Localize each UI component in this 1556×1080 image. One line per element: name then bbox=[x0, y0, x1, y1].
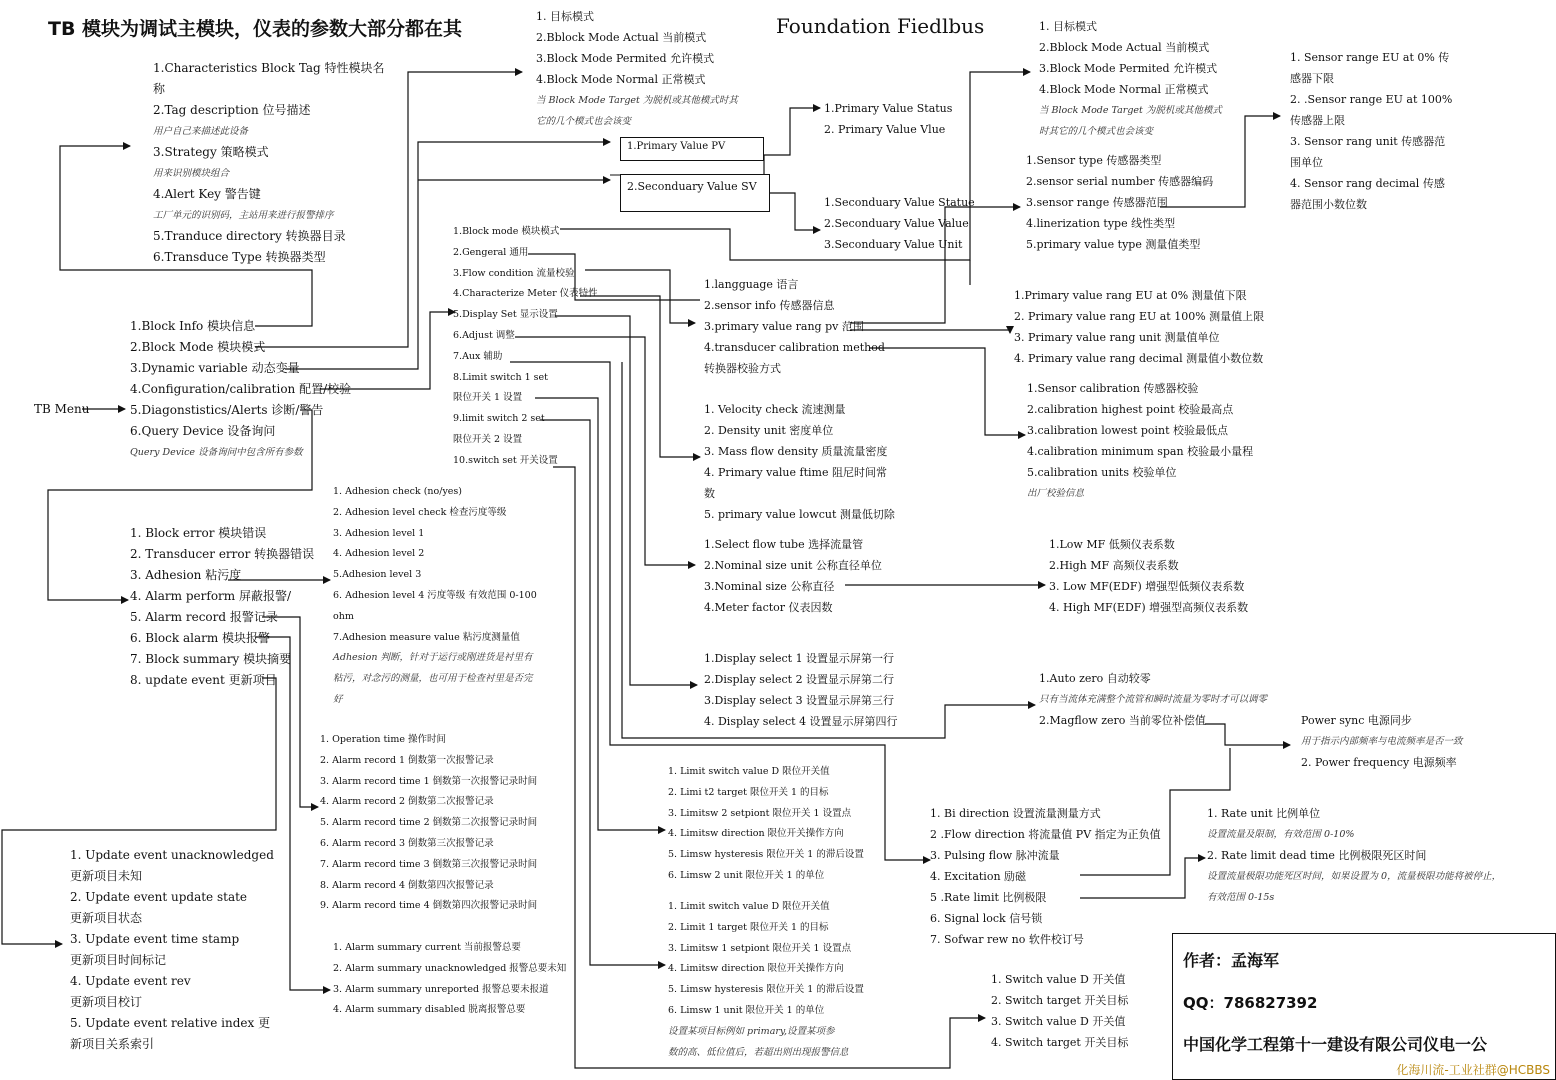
calibration-list bbox=[1027, 378, 1253, 504]
sv-items-line: 2.Seconduary Value Value bbox=[824, 217, 969, 230]
characteristics-line: 2.Tag description 位号描述 bbox=[153, 103, 311, 117]
author-name: 作者：孟海军 bbox=[1183, 951, 1280, 970]
block-mode-right-line: 3.Block Mode Permited 允许模式 bbox=[1039, 62, 1218, 75]
diagnostics-line: 7. Block summary 模块摘要 bbox=[130, 652, 292, 666]
aux-line: 2 .Flow direction 将流量值 PV 指定为正负值 bbox=[930, 828, 1161, 841]
mf-line: 1.Low MF 低频仪表系数 bbox=[1049, 538, 1175, 551]
mf-line: 2.High MF 高频仪表系数 bbox=[1049, 559, 1179, 572]
calibration-line: 3.calibration lowest point 校验最低点 bbox=[1027, 424, 1229, 437]
mf-line: 4. High MF(EDF) 增强型高频仪表系数 bbox=[1049, 601, 1249, 614]
adjust-line: 2.Magflow zero 当前零位补偿值 bbox=[1039, 714, 1206, 727]
rate-line: 设置流量极限功能死区时间，如果设置为 0，流量极限功能将被停止， bbox=[1207, 871, 1502, 882]
block-mode-top-line: 2.Bblock Mode Actual 当前模式 bbox=[536, 31, 707, 44]
wire-cfg-flowcond bbox=[585, 270, 695, 323]
alarm-summary-line: 3. Alarm summary unreported 报警总要未报道 bbox=[333, 983, 549, 995]
update-event-line: 2. Update event update state bbox=[70, 890, 248, 904]
pv-box: 1.Primary Value PV bbox=[620, 137, 764, 161]
display-list bbox=[704, 648, 898, 732]
switch-list bbox=[991, 969, 1128, 1053]
block-mode-right-line: 当 Block Mode Target 为脱机或其他模式 bbox=[1039, 105, 1222, 116]
characterize-line: 1.Select flow tube 选择流量管 bbox=[704, 538, 864, 551]
characteristics-line: 5.Tranduce directory 转换器目录 bbox=[153, 229, 346, 243]
alarm-record-line: 6. Alarm record 3 倒数第三次报警记录 bbox=[320, 837, 494, 849]
config-line: 5.Display Set 显示设置 bbox=[453, 309, 558, 321]
alarm-summary-line: 1. Alarm summary current 当前报警总要 bbox=[333, 942, 521, 953]
aux-line: 3. Pulsing flow 脉冲流量 bbox=[930, 849, 1060, 862]
pv-range-line: 3. Primary value rang unit 测量值单位 bbox=[1014, 331, 1220, 344]
adhesion-line: 6. Adhesion level 4 污度等级 有效范围 0-100 bbox=[333, 589, 537, 601]
switch-line: 3. Switch value D 开关值 bbox=[991, 1015, 1126, 1028]
adhesion-list bbox=[333, 482, 537, 711]
characterize-list bbox=[704, 534, 882, 618]
adhesion-line: 好 bbox=[333, 693, 343, 705]
config-line: 2.Gengeral 通用 bbox=[453, 246, 529, 258]
block-mode-top-line: 它的几个模式也会该变 bbox=[536, 116, 632, 127]
pv-range-line: 4. Primary value rang decimal 测量值小数位数 bbox=[1014, 352, 1264, 365]
config-line: 限位开关 2 设置 bbox=[453, 433, 523, 445]
pv-items-list bbox=[824, 98, 952, 140]
block-mode-right-line: 4.Block Mode Normal 正常模式 bbox=[1039, 83, 1209, 96]
mf-line: 3. Low MF(EDF) 增强型低频仪表系数 bbox=[1049, 580, 1245, 593]
adhesion-line: 4. Adhesion level 2 bbox=[333, 548, 425, 560]
characteristics-line: 用户自己来描述此设备 bbox=[153, 126, 249, 137]
limit2-line: 2. Limi t2 target 限位开关 1 的目标 bbox=[668, 786, 829, 798]
rate-line: 有效范围 0-15s bbox=[1207, 892, 1275, 903]
rate-line: 设置流量及限制，有效范围 0-10% bbox=[1207, 829, 1355, 840]
characteristics-line: 称 bbox=[153, 82, 166, 96]
characteristics-line: 用来识别模块组合 bbox=[153, 168, 230, 179]
characteristics-line: 4.Alert Key 警告键 bbox=[153, 187, 261, 201]
update-event-line: 3. Update event time stamp bbox=[70, 932, 240, 946]
pv-items-line: 1.Primary Value Status bbox=[824, 102, 953, 115]
limit1-line: 5. Limsw hysteresis 限位开关 1 的滞后设置 bbox=[668, 984, 864, 996]
config-line: 7.Aux 辅助 bbox=[453, 350, 503, 362]
limit2-line: 4. Limitsw direction 限位开关操作方向 bbox=[668, 828, 844, 840]
calibration-line: 1.Sensor calibration 传感器校验 bbox=[1027, 382, 1199, 395]
adhesion-line: 5.Adhesion level 3 bbox=[333, 569, 422, 581]
general-line: 3.primary value rang pv 范围 bbox=[704, 320, 864, 333]
sensor-range-line: 4. Sensor rang decimal 传感 bbox=[1290, 177, 1445, 190]
update-event-line: 更新项目未知 bbox=[70, 869, 143, 883]
diagnostics-line: 8. update event 更新项目 bbox=[130, 673, 277, 687]
alarm-record-line: 4. Alarm record 2 倒数第二次报警记录 bbox=[320, 796, 494, 808]
limit1-line: 2. Limit 1 target 限位开关 1 的目标 bbox=[668, 921, 829, 933]
limit2-line: 6. Limsw 2 unit 限位开关 1 的单位 bbox=[668, 869, 825, 881]
alarm-record-line: 8. Alarm record 4 倒数第四次报警记录 bbox=[320, 879, 494, 891]
pv-range-line: 2. Primary value rang EU at 100% 测量值上限 bbox=[1014, 310, 1265, 323]
flow-condition-line: 数 bbox=[704, 487, 715, 500]
sensor-range-line: 2. .Sensor range EU at 100% bbox=[1290, 93, 1453, 106]
wire-sv bbox=[764, 193, 820, 230]
config-line: 4.Characterize Meter 仪表特性 bbox=[453, 288, 598, 300]
switch-line: 4. Switch target 开关目标 bbox=[991, 1036, 1129, 1049]
characteristics-line: 工厂单元的识别码，主站用来进行报警排序 bbox=[153, 210, 334, 221]
block-mode-right-line: 2.Bblock Mode Actual 当前模式 bbox=[1039, 41, 1210, 54]
update-event-line: 新项目关系索引 bbox=[70, 1037, 155, 1051]
config-list bbox=[453, 222, 598, 472]
characteristics-line: 1.Characteristics Block Tag 特性模块名 bbox=[153, 61, 385, 75]
adjust-line: 1.Auto zero 自动较零 bbox=[1039, 672, 1151, 685]
mf-list bbox=[1049, 534, 1248, 618]
config-line: 限位开关 1 设置 bbox=[453, 392, 523, 404]
general-line: 4.transducer calibration method bbox=[704, 341, 885, 354]
adhesion-line: 1. Adhesion check (no/yes) bbox=[333, 486, 463, 497]
display-line: 4. Display select 4 设置显示屏第四行 bbox=[704, 715, 898, 728]
tb-menu-items-line: 6.Query Device 设备询问 bbox=[130, 424, 276, 438]
sensor-line: 2.sensor serial number 传感器编码 bbox=[1026, 175, 1214, 188]
author-box bbox=[1172, 933, 1556, 1080]
flow-condition-line: 5. primary value lowcut 测量低切除 bbox=[704, 508, 895, 521]
general-line: 转换器校验方式 bbox=[704, 362, 781, 375]
characteristics-list bbox=[153, 58, 385, 268]
block-mode-right-list bbox=[1039, 16, 1222, 142]
rate-line: 2. Rate limit dead time 比例极限死区时间 bbox=[1207, 849, 1427, 862]
diagnostics-line: 4. Alarm perform 屏蔽报警/ bbox=[130, 589, 292, 603]
power-line: Power sync 电源同步 bbox=[1301, 714, 1412, 727]
adjust-list bbox=[1039, 668, 1267, 731]
sv-items-list bbox=[824, 192, 975, 255]
alarm-record-line: 3. Alarm record time 1 倒数第一次报警记录时间 bbox=[320, 775, 538, 787]
config-line: 6.Adjust 调整 bbox=[453, 329, 515, 341]
tb-menu-items-line: 1.Block Info 模块信息 bbox=[130, 319, 256, 333]
adhesion-line: 2. Adhesion level check 检查污度等级 bbox=[333, 506, 507, 518]
sensor-line: 1.Sensor type 传感器类型 bbox=[1026, 154, 1162, 167]
tb-menu-items-line: 4.Configuration/calibration 配置/校验 bbox=[130, 382, 352, 396]
flow-condition-line: 2. Density unit 密度单位 bbox=[704, 424, 834, 437]
config-line: 8.Limit switch 1 set bbox=[453, 371, 548, 383]
block-mode-right-line: 时其它的几个模式也会该变 bbox=[1039, 126, 1154, 137]
general-line: 2.sensor info 传感器信息 bbox=[704, 299, 835, 312]
diagnostics-list bbox=[130, 523, 314, 691]
block-mode-top-line: 4.Block Mode Normal 正常模式 bbox=[536, 73, 706, 86]
protocol-title: Foundation Fiedlbus bbox=[776, 14, 985, 38]
tb-menu-items-line: Query Device 设备询问中包含所有参数 bbox=[130, 447, 303, 458]
diagnostics-line: 3. Adhesion 粘污度 bbox=[130, 568, 242, 582]
limit1-list bbox=[668, 897, 864, 1063]
pv-range-line: 1.Primary value rang EU at 0% 测量值下限 bbox=[1014, 289, 1247, 302]
diagnostics-line: 2. Transducer error 转换器错误 bbox=[130, 547, 315, 561]
tb-menu-items bbox=[130, 316, 351, 463]
update-event-line: 更新项目校订 bbox=[70, 995, 143, 1009]
diagnostics-line: 6. Block alarm 模块报警 bbox=[130, 631, 271, 645]
config-line: 3.Flow condition 流量校验 bbox=[453, 267, 575, 279]
power-list bbox=[1301, 710, 1463, 773]
limit2-line: 1. Limit switch value D 限位开关值 bbox=[668, 766, 830, 777]
update-event-line: 更新项目时间标记 bbox=[70, 953, 167, 967]
rate-list bbox=[1207, 803, 1501, 908]
characterize-line: 3.Nominal size 公称直径 bbox=[704, 580, 835, 593]
alarm-summary-line: 2. Alarm summary unacknowledged 报警总要未知 bbox=[333, 962, 567, 974]
limit1-line: 数的高、低位值后，若超出则出现报警信息 bbox=[668, 1046, 849, 1058]
aux-line: 7. Sofwar rew no 软件校订号 bbox=[930, 933, 1084, 946]
sensor-range-line: 围单位 bbox=[1290, 156, 1323, 169]
sensor-range-line: 传感器上限 bbox=[1290, 114, 1345, 127]
sensor-list bbox=[1026, 150, 1213, 255]
calibration-line: 出厂校验信息 bbox=[1027, 488, 1085, 499]
author-company: 中国化学工程第十一建设有限公司仪电一公 bbox=[1183, 1035, 1488, 1054]
wire-cfg-char bbox=[580, 296, 700, 457]
adhesion-line: 3. Adhesion level 1 bbox=[333, 527, 425, 539]
alarm-record-line: 9. Alarm record time 4 倒数第四次报警记录时间 bbox=[320, 900, 538, 912]
alarm-record-line: 1. Operation time 操作时间 bbox=[320, 734, 447, 745]
block-mode-top-line: 当 Block Mode Target 为脱机或其他模式时其 bbox=[536, 95, 738, 106]
sensor-range-line: 感器下限 bbox=[1290, 72, 1334, 85]
adhesion-line: Adhesion 判断，针对于运行或刚进货是衬里有 bbox=[333, 652, 533, 664]
page-title: TB 模块为调试主模块，仪表的参数大部分都在其 bbox=[48, 18, 463, 40]
limit1-line: 3. Limitsw 1 setpiont 限位开关 1 设置点 bbox=[668, 942, 852, 954]
limit2-list bbox=[668, 762, 864, 887]
diagnostics-line: 1. Block error 模块错误 bbox=[130, 526, 267, 540]
tb-menu-items-line: 2.Block Mode 模块模式 bbox=[130, 340, 266, 354]
sv-items-line: 3.Seconduary Value Unit bbox=[824, 238, 963, 251]
flow-condition-line: 1. Velocity check 流速测量 bbox=[704, 403, 846, 416]
alarm-record-list bbox=[320, 730, 537, 917]
update-event-line: 5. Update event relative index 更 bbox=[70, 1016, 271, 1030]
sv-items-line: 1.Seconduary Value Statue bbox=[824, 196, 975, 209]
aux-line: 6. Signal lock 信号锁 bbox=[930, 912, 1043, 925]
alarm-record-line: 5. Alarm record time 2 倒数第二次报警记录时间 bbox=[320, 817, 538, 829]
config-line: 1.Block mode 模块模式 bbox=[453, 226, 560, 237]
characterize-line: 4.Meter factor 仪表因数 bbox=[704, 601, 833, 614]
pv-range-list bbox=[1014, 285, 1264, 369]
limit1-line: 1. Limit switch value D 限位开关值 bbox=[668, 901, 830, 912]
calibration-line: 2.calibration highest point 校验最高点 bbox=[1027, 403, 1234, 416]
limit1-line: 4. Limitsw direction 限位开关操作方向 bbox=[668, 963, 844, 975]
flow-condition-list bbox=[704, 399, 895, 525]
aux-line: 4. Excitation 励磁 bbox=[930, 870, 1027, 883]
block-mode-top-line: 1. 目标模式 bbox=[536, 10, 594, 23]
sensor-line: 3.sensor range 传感器范围 bbox=[1026, 196, 1168, 209]
rate-line: 1. Rate unit 比例单位 bbox=[1207, 807, 1321, 820]
aux-list bbox=[930, 803, 1161, 950]
watermark: 化海川流-工业社群@HCBBS bbox=[1396, 1063, 1550, 1077]
calibration-line: 5.calibration units 校验单位 bbox=[1027, 466, 1177, 479]
limit1-line: 6. Limsw 1 unit 限位开关 1 的单位 bbox=[668, 1004, 825, 1016]
power-line: 2. Power frequency 电源频率 bbox=[1301, 756, 1457, 769]
block-mode-top-list bbox=[536, 6, 738, 132]
block-mode-top-line: 3.Block Mode Permited 允许模式 bbox=[536, 52, 715, 65]
sensor-line: 5.primary value type 测量值类型 bbox=[1026, 238, 1201, 251]
power-line: 用于指示内部频率与电流频率是否一致 bbox=[1301, 736, 1463, 747]
sensor-range-list bbox=[1290, 47, 1452, 215]
tb-menu-items-line: 5.Diagonstistics/Alerts 诊断/警告 bbox=[130, 403, 324, 417]
alarm-summary-list bbox=[333, 938, 566, 1021]
display-line: 2.Display select 2 设置显示屏第二行 bbox=[704, 673, 895, 686]
characterize-line: 2.Nominal size unit 公称直径单位 bbox=[704, 559, 882, 572]
sv-box: 2.Seconduary Value SV bbox=[620, 174, 770, 212]
aux-line: 1. Bi direction 设置流量测量方式 bbox=[930, 807, 1101, 820]
author-qq: QQ：786827392 bbox=[1183, 994, 1318, 1012]
config-line: 9.limit switch 2 set bbox=[453, 413, 545, 425]
calibration-line: 4.calibration minimum span 校验最小量程 bbox=[1027, 445, 1254, 458]
update-event-line: 1. Update event unacknowledged bbox=[70, 848, 274, 862]
sensor-range-line: 3. Sensor rang unit 传感器范 bbox=[1290, 135, 1446, 148]
adjust-line: 只有当流体充满整个流管和瞬时流量为零时才可以调零 bbox=[1039, 694, 1268, 705]
display-line: 1.Display select 1 设置显示屏第一行 bbox=[704, 652, 895, 665]
sensor-range-line: 1. Sensor range EU at 0% 传 bbox=[1290, 51, 1450, 64]
limit2-line: 5. Limsw hysteresis 限位开关 1 的滞后设置 bbox=[668, 849, 864, 861]
switch-line: 2. Switch target 开关目标 bbox=[991, 994, 1129, 1007]
update-event-list bbox=[70, 845, 274, 1055]
block-mode-right-line: 1. 目标模式 bbox=[1039, 20, 1097, 33]
alarm-record-line: 7. Alarm record time 3 倒数第三次报警记录时间 bbox=[320, 858, 538, 870]
alarm-summary-line: 4. Alarm summary disabled 脱离报警总要 bbox=[333, 1004, 526, 1016]
tb-menu-root: TB Menu bbox=[34, 402, 90, 416]
diagnostics-line: 5. Alarm record 报警记录 bbox=[130, 610, 278, 624]
config-line: 10.switch set 开关设置 bbox=[453, 454, 558, 466]
general-line: 1.langguage 语言 bbox=[704, 278, 799, 291]
aux-line: 5 .Rate limit 比例极限 bbox=[930, 891, 1047, 904]
general-list bbox=[704, 274, 885, 379]
update-event-line: 4. Update event rev bbox=[70, 974, 191, 988]
sensor-line: 4.linerization type 线性类型 bbox=[1026, 217, 1176, 230]
update-event-line: 更新项目状态 bbox=[70, 911, 143, 925]
characteristics-line: 3.Strategy 策略模式 bbox=[153, 145, 269, 159]
wire-pv bbox=[764, 108, 820, 155]
wire-cfg-limit2 bbox=[540, 420, 665, 965]
flow-condition-line: 4. Primary value ftime 阻尼时间常 bbox=[704, 466, 887, 479]
adhesion-line: ohm bbox=[333, 610, 354, 622]
switch-line: 1. Switch value D 开关值 bbox=[991, 973, 1126, 986]
sensor-range-line: 器范围小数位数 bbox=[1290, 198, 1367, 211]
characteristics-line: 6.Transduce Type 转换器类型 bbox=[153, 250, 326, 264]
adhesion-line: 7.Adhesion measure value 粘污度测量值 bbox=[333, 631, 520, 643]
alarm-record-line: 2. Alarm record 1 倒数第一次报警记录 bbox=[320, 754, 494, 766]
adhesion-line: 粘污，对念污的测量，也可用于检查衬里是否完 bbox=[333, 673, 533, 685]
flow-condition-line: 3. Mass flow density 质量流量密度 bbox=[704, 445, 888, 458]
tb-menu-items-line: 3.Dynamic variable 动态变量 bbox=[130, 361, 300, 375]
display-line: 3.Display select 3 设置显示屏第三行 bbox=[704, 694, 895, 707]
pv-items-line: 2. Primary Value Vlue bbox=[824, 123, 946, 136]
limit2-line: 3. Limitsw 2 setpiont 限位开关 1 设置点 bbox=[668, 807, 852, 819]
limit1-line: 设置某项目标例如 primary,设置某项参 bbox=[668, 1025, 835, 1037]
